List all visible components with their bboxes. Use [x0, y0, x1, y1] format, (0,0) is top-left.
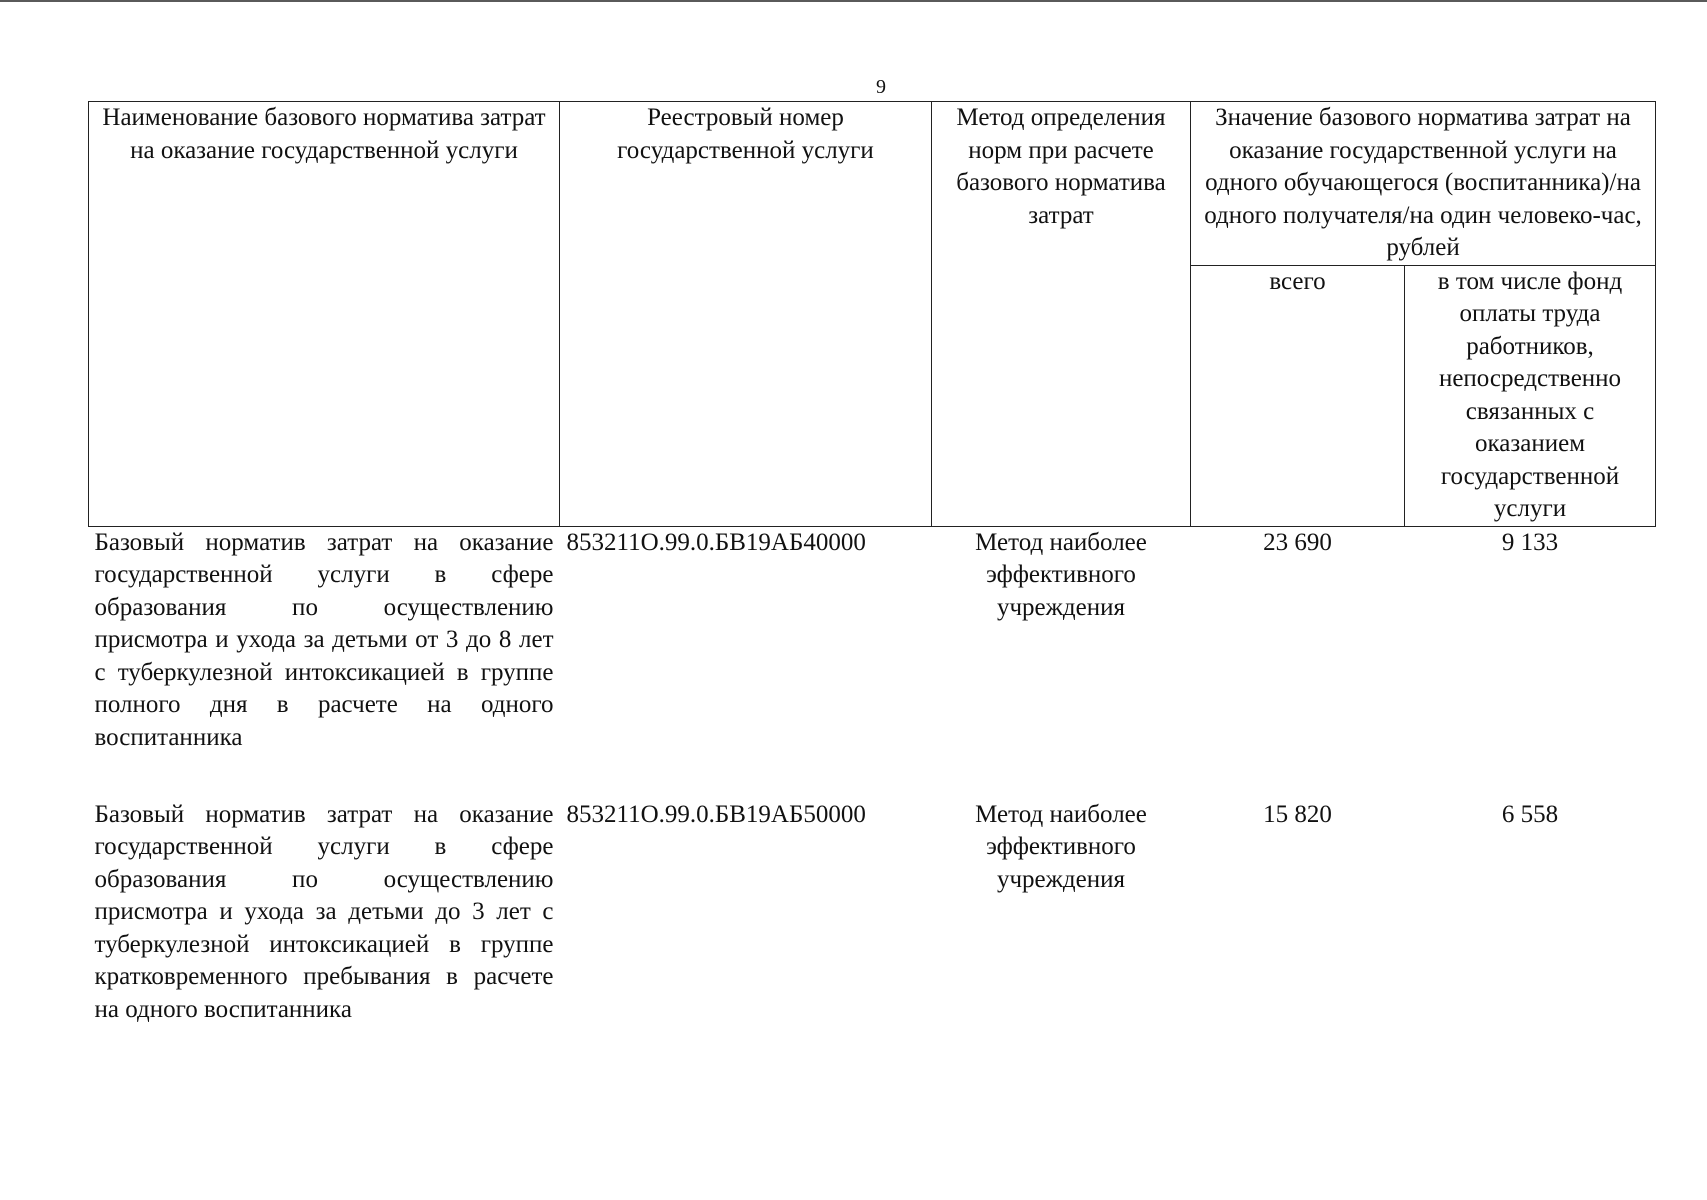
header-row-top	[89, 102, 1656, 266]
header-registry-number: Реестровый номер государственной услуги	[560, 102, 932, 527]
registry-number-cell: 853211О.99.0.БВ19АБ40000	[566, 528, 866, 556]
norm-name-cell: Базовый норматив затрат на оказание государственной услуги в сфере образования по осуществлению присмотра и ухода за детьми от 3 до 8 лет с туберкулезной интоксикацией в группе полного дня в расчете на одного воспитанника	[94, 528, 554, 751]
payroll-value-cell: 9 133	[1501, 528, 1559, 556]
payroll-value-cell: 6 558	[1501, 800, 1559, 828]
page-number: 9	[876, 76, 886, 98]
method-cell: Метод наиболее эффективного учреждения	[975, 528, 1147, 621]
header-payroll: в том числе фонд оплаты труда работников, непосредственно связанных с оказанием государственной услуги	[1405, 265, 1656, 526]
table-row	[89, 799, 1656, 1099]
header-norm-name: Наименование базового норматива затрат на оказание государственной услуги	[89, 102, 560, 527]
registry-number-cell: 853211О.99.0.БВ19АБ50000	[566, 800, 866, 828]
header-total: всего	[1191, 265, 1405, 526]
table-header	[89, 102, 1656, 527]
header-calculation-method: Метод определения норм при расчете базового норматива затрат	[932, 102, 1191, 527]
table-row	[89, 526, 1656, 799]
method-cell: Метод наиболее эффективного учреждения	[975, 800, 1147, 893]
table-body	[89, 526, 1656, 1099]
scan-edge-line	[0, 0, 1707, 2]
header-norm-value: Значение базового норматива затрат на оказание государственной услуги на одного обучающегося (воспитанника)/на одного получателя/на один человеко-час, рублей	[1191, 102, 1656, 266]
cost-norms-table	[88, 101, 1656, 1099]
norm-name-cell: Базовый норматив затрат на оказание государственной услуги в сфере образования по осуществлению присмотра и ухода за детьми до 3 лет с туберкулезной интоксикацией в группе кратковременного пребывания в расчете на одного воспитанника	[94, 800, 554, 1023]
total-value-cell: 23 690	[1263, 528, 1332, 556]
total-value-cell: 15 820	[1263, 800, 1332, 828]
